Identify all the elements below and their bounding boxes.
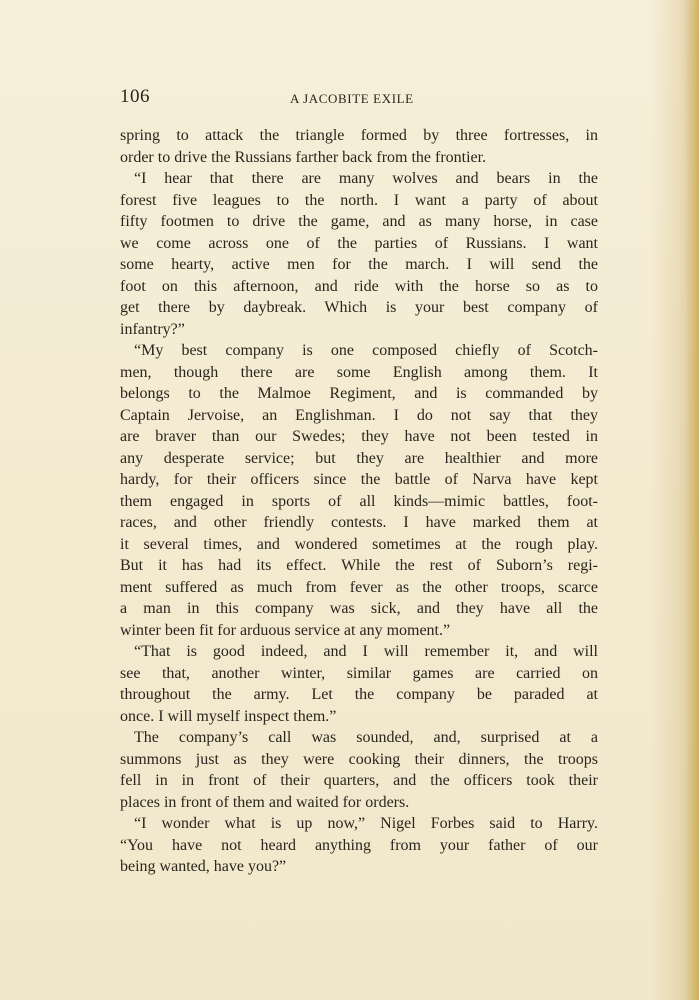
text-line: ment suffered as much from fever as the other troops, scarce (120, 578, 598, 596)
text-line: get there by daybreak. Which is your best company of (120, 299, 598, 316)
text-line: “I hear that there are many wolves and bears in the (134, 170, 598, 187)
page-header (120, 86, 600, 110)
text-line: races, and other friendly contests. I have marked them at (120, 514, 598, 531)
text-line: order to drive the Russians farther back from the frontier. (120, 148, 487, 166)
running-head: A JACOBITE EXILE (290, 91, 414, 106)
body-text (120, 125, 598, 878)
text-line: foot on this afternoon, and ride with the horse so as to (120, 277, 598, 295)
text-line: “I wonder what is up now,” Nigel Forbes said to Harry. (134, 815, 598, 832)
text-line: Captain Jervoise, an Englishman. I do not say that they (120, 406, 598, 424)
text-line: belongs to the Malmoe Regiment, and is commanded by (120, 385, 598, 402)
text-line: “My best company is one composed chiefly of Scotch- (134, 342, 598, 359)
text-line: see that, another winter, similar games are carried on (120, 664, 598, 682)
text-line: being wanted, have you?” (120, 858, 287, 875)
text-line: some hearty, active men for the march. I will send the (120, 256, 598, 273)
text-line: places in front of them and waited for orders. (120, 793, 410, 811)
text-line: are braver than our Swedes; they have not been tested in (120, 428, 598, 445)
text-line: we come across one of the parties of Russians. I want (120, 234, 598, 252)
text-line: once. I will myself inspect them.” (120, 707, 337, 725)
text-line: fell in in front of their quarters, and the officers took their (120, 772, 598, 789)
text-line: spring to attack the triangle formed by three fortresses, in (120, 127, 598, 144)
page-edge-shading (685, 0, 699, 1000)
text-line: a man in this company was sick, and they have all the (120, 600, 598, 617)
text-line: But it has had its effect. While the rest of Suborn’s regi- (120, 557, 598, 574)
text-line: hardy, for their officers since the battle of Narva have kept (120, 471, 598, 488)
text-line: throughout the army. Let the company be paraded at (120, 686, 598, 703)
text-line: “That is good indeed, and I will remember it, and will (134, 643, 598, 660)
text-line: forest five leagues to the north. I want a party of about (120, 191, 598, 209)
text-line: “You have not heard anything from your father of our (120, 836, 598, 854)
text-line: men, though there are some English among them. It (120, 363, 598, 381)
text-line: The company’s call was sounded, and, surprised at a (134, 729, 598, 746)
text-line: summons just as they were cooking their dinners, the troops (120, 750, 598, 768)
text-line: it several times, and wondered sometimes at the rough play. (120, 535, 598, 553)
text-line: them engaged in sports of all kinds—mimic battles, foot- (120, 492, 598, 510)
text-line: any desperate service; but they are healthier and more (120, 449, 598, 467)
page-number: 106 (120, 86, 150, 107)
text-line: winter been fit for arduous service at any moment.” (120, 621, 451, 639)
text-line: fifty footmen to drive the game, and as many horse, in case (120, 213, 598, 230)
text-line: infantry?” (120, 320, 185, 338)
